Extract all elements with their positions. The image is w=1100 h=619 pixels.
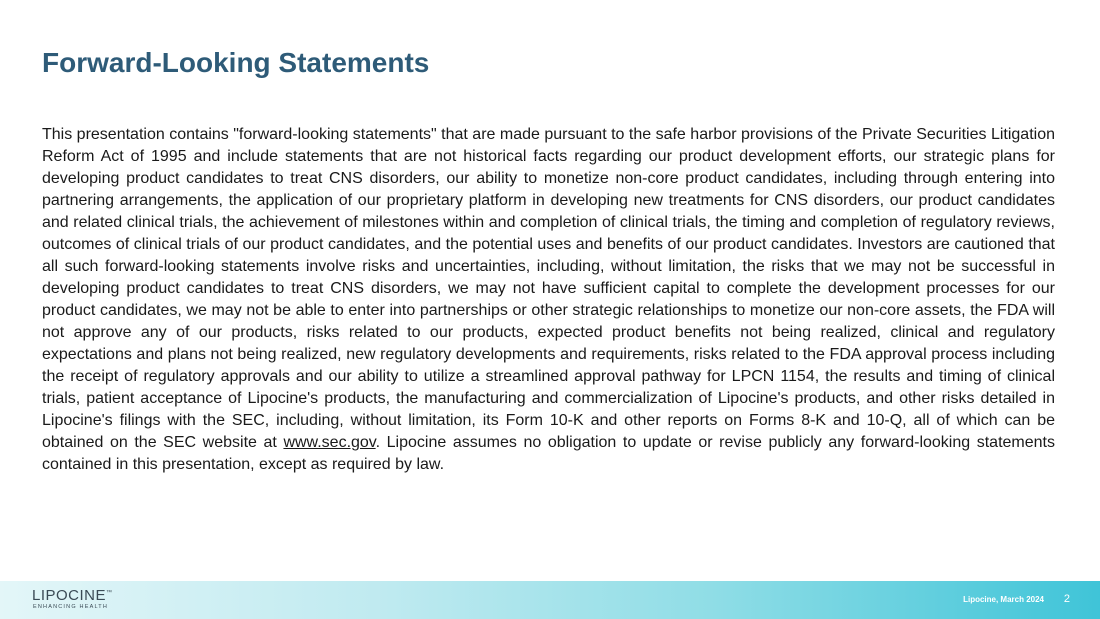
logo-wordmark xyxy=(32,587,113,604)
page-number: 2 xyxy=(1063,593,1070,605)
disclaimer-text-part-1: This presentation contains "forward-looking statements" that are made pursuant to the safe harbor provisions of the Private Securities Litigation Reform Act of 1995 and include statements that are not historical facts regarding our product development efforts, our strategic plans for developing product candidates to treat CNS disorders, our ability to monetize non-core product candidates, including through entering into partnering arrangements, the application of our proprietary platform in developing new treatments for CNS disorders, our product candidates and related clinical trials, the achievement of milestones within and completion of clinical trials, the timing and completion of regulatory reviews, outcomes of clinical trials of our product candidates, and the potential uses and benefits of our product candidates. Investors are cautioned that all such forward-looking statements involve risks and uncertainties, including, without limitation, the risks that we may not be successful in developing product candidates to treat CNS disorders, we may not have sufficient capital to complete the development processes for our product candidates, we may not be able to enter into partnerships or other strategic relationships to monetize our non-core assets, the FDA will not approve any of our products, risks related to our products, expected product benefits not being realized, clinical and regulatory expectations and plans not being realized, new regulatory developments and requirements, risks related to the FDA approval process including the receipt of regulatory approvals and our ability to utilize a streamlined approval pathway for LPCN 1154, the results and timing of clinical trials, patient acceptance of Lipocine's products, the manufacturing and commercialization of Lipocine's products, and other risks detailed in Lipocine's filings with the SEC, including, without limitation, its Form 10-K and other reports on Forms 8-K and 10-Q, all of which can be obtained on the SEC website at xyxy=(42,126,1055,451)
footer-bar xyxy=(0,581,1100,619)
logo-trademark: ™ xyxy=(106,590,113,596)
disclaimer-text-part-2: . Lipocine assumes no obligation to update or revise publicly any forward-looking statements contained in this presentation, except as required by law. xyxy=(42,434,1055,473)
logo-text: LIPOCINE xyxy=(32,587,107,604)
disclaimer-paragraph xyxy=(42,124,1055,476)
sec-website-link[interactable]: www.sec.gov xyxy=(283,434,376,451)
footer-date-label: Lipocine, March 2024 xyxy=(963,595,1044,604)
lipocine-logo xyxy=(32,587,122,613)
logo-tagline: ENHANCING HEALTH xyxy=(33,604,109,610)
slide-title: Forward-Looking Statements xyxy=(42,47,430,78)
